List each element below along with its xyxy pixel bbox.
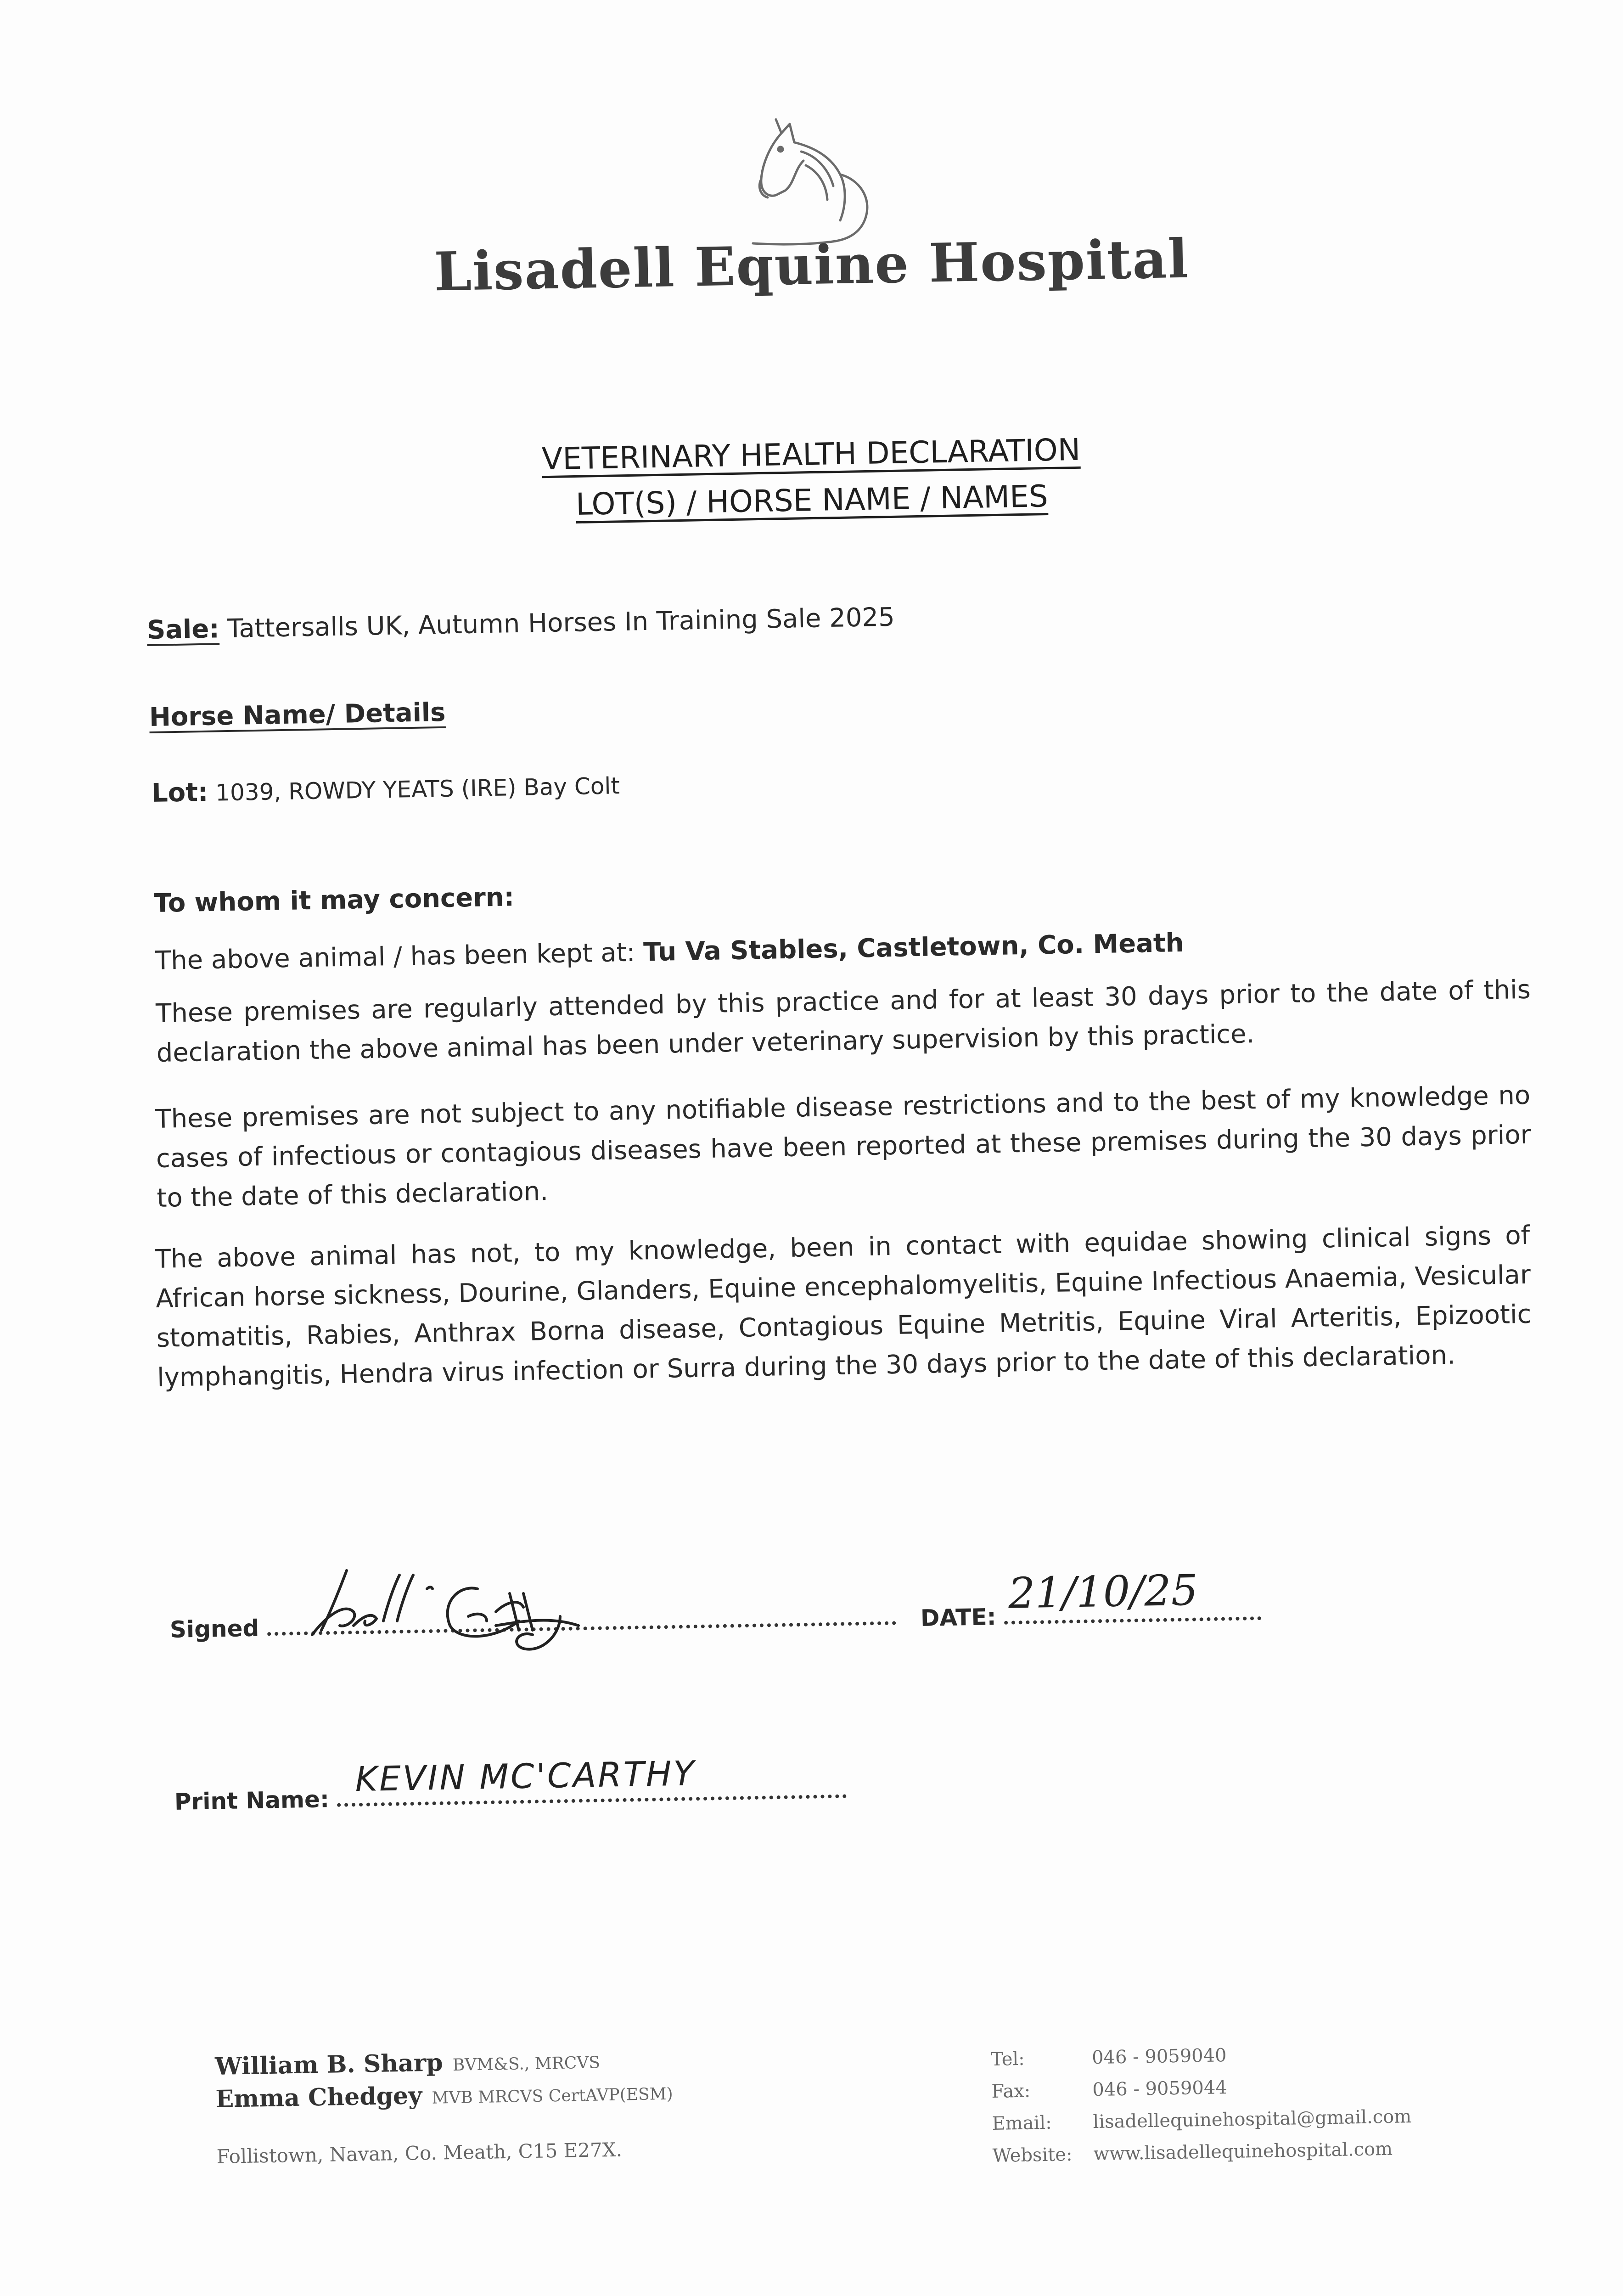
signed-label: Signed (169, 1615, 259, 1643)
vet1-quals: BVM&S., MRCVS (452, 2053, 601, 2075)
tel-value: 046 - 9059040 (1091, 2045, 1227, 2069)
paragraph-premises: These premises are not subject to any notifiable disease restrictions and to the best of my knowledge no cases of infectious or contagious diseases have been reported at these premises during the 30 days prior to the date of this declaration. (155, 1080, 1532, 1213)
kept-at-prefix: The above animal / has been kept at: (155, 937, 636, 976)
print-name-handwritten: KEVIN MC'CARTHY (354, 1754, 696, 1800)
lot-label: Lot: (151, 777, 208, 808)
document-title (0, 417, 1623, 538)
website-row (992, 2133, 1412, 2172)
fax-value: 046 - 9059044 (1092, 2077, 1228, 2101)
date-handwritten: 21/10/25 (1008, 1565, 1199, 1618)
date-row (920, 1565, 1261, 1632)
signature-scribble (303, 1561, 597, 1669)
sale-label: Sale: (146, 614, 220, 645)
horse-details-label: Horse Name/ Details (149, 697, 446, 732)
title-line-2: LOT(S) / HORSE NAME / NAMES (575, 478, 1049, 522)
date-dotted-line (1004, 1565, 1261, 1625)
print-name-row (174, 1754, 847, 1815)
paragraph-supervision: These premises are regularly attended by this practice and for at least 30 days prior to the date of this declaration the above animal has been under veterinary supervision by this practice. (155, 974, 1531, 1068)
kept-at-location: Tu Va Stables, Castletown, Co. Meath (643, 928, 1185, 968)
title-line-1: VETERINARY HEALTH DECLARATION (541, 432, 1081, 477)
paragraph-contact: The above animal has not, to my knowledge, been in contact with equidae showing clinical signs of African horse sickness, Dourine, Glanders, Equine encephalomyelitis, Equine Infectious Anaemia, Vesicular stomatitis, Rabies, Anthrax Borna disease, Contagious Equine Metritis, Equine Viral Arteritis, Epizootic lymphangitis, Hendra virus infection or Surra during the 30 days prior to the date of this declaration. (155, 1220, 1532, 1393)
lot-value: 1039, ROWDY YEATS (IRE) Bay Colt (215, 772, 620, 806)
print-name-dotted-line (337, 1754, 847, 1806)
horse-details-heading (149, 698, 445, 732)
vet1-name: William B. Sharp (214, 2048, 444, 2081)
horse-head-icon (725, 106, 900, 253)
footer-vets (215, 2045, 674, 2168)
salutation: To whom it may concern: (153, 882, 515, 918)
vet2-quals: MVB MRCVS CertAVP(ESM) (432, 2084, 673, 2108)
print-name-label: Print Name: (174, 1786, 330, 1815)
sale-row (146, 602, 895, 645)
website-value: www.lisadellequinehospital.com (1093, 2138, 1393, 2165)
vet2-name: Emma Chedgey (215, 2082, 422, 2113)
lot-row (151, 770, 620, 808)
tel-label: Tel: (990, 2048, 1025, 2071)
date-label: DATE: (920, 1604, 997, 1632)
kept-at-row (155, 928, 1184, 976)
website-label: Website: (992, 2144, 1073, 2167)
hospital-name: Lisadell Equine Hospital (433, 227, 1190, 304)
sale-value: Tattersalls UK, Autumn Horses In Training Sale 2025 (227, 602, 895, 644)
fax-label: Fax: (991, 2080, 1031, 2103)
practice-address: Follistown, Navan, Co. Meath, C15 E27X. (216, 2138, 623, 2168)
email-label: Email: (992, 2112, 1052, 2134)
email-value: lisadellequinehospital@gmail.com (1093, 2106, 1412, 2133)
footer-contacts (991, 2036, 1412, 2172)
